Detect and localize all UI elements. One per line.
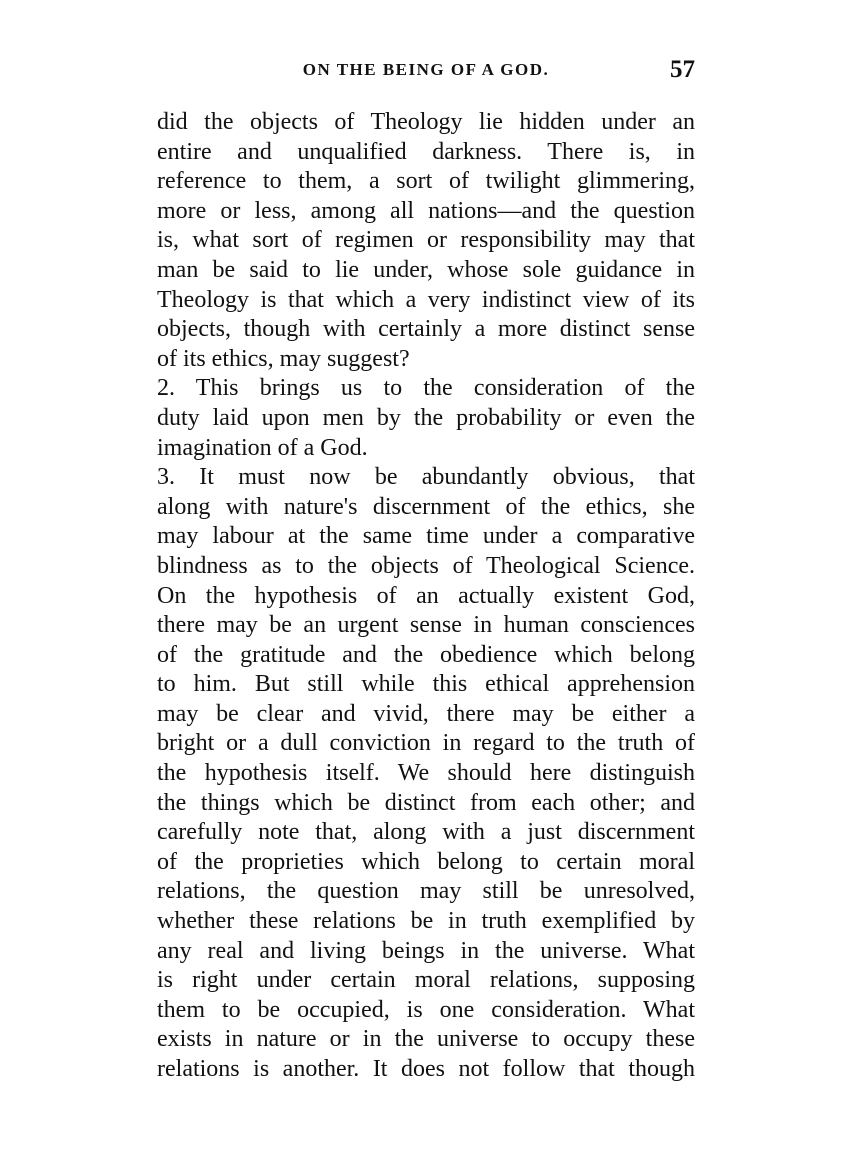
text-line: the hypothesis itself. We should here distinguish <box>157 760 695 787</box>
text-line: man be said to lie under, whose sole guidance in <box>157 256 695 283</box>
body-text <box>157 108 695 1085</box>
text-line: carefully note that, along with a just discernment <box>157 819 695 846</box>
text-line: relations, the question may still be unresolved, <box>157 878 695 905</box>
text-line: bright or a dull conviction in regard to the truth of <box>157 730 695 757</box>
text-line: more or less, among all nations—and the question <box>157 197 695 224</box>
text-line: relations is another. It does not follow that though <box>157 1056 695 1082</box>
text-line: of the proprieties which belong to certain moral <box>157 848 695 875</box>
text-line: may labour at the same time under a comparative <box>157 523 695 550</box>
text-line: there may be an urgent sense in human consciences <box>157 612 695 639</box>
text-line: entire and unqualified darkness. There is, in <box>157 138 695 165</box>
text-line: is, what sort of regimen or responsibility may that <box>157 227 695 254</box>
text-line: duty laid upon men by the probability or even the <box>157 404 695 431</box>
text-line: objects, though with certainly a more distinct sense <box>157 316 695 343</box>
text-line: along with nature's discernment of the ethics, she <box>157 493 695 520</box>
text-line: did the objects of Theology lie hidden under an <box>157 109 695 135</box>
text-line: is right under certain moral relations, supposing <box>157 967 695 994</box>
running-head <box>157 58 695 92</box>
running-title: ON THE BEING OF A GOD. <box>302 60 550 79</box>
text-line: whether these relations be in truth exemplified by <box>157 908 695 935</box>
text-line: Theology is that which a very indistinct view of its <box>157 286 695 313</box>
text-line: them to be occupied, is one consideration. What <box>157 996 695 1023</box>
text-line: may be clear and vivid, there may be either a <box>157 700 695 727</box>
text-line: exists in nature or in the universe to occupy these <box>157 1026 695 1053</box>
text-line: On the hypothesis of an actually existent God, <box>157 582 695 609</box>
text-line: 2. This brings us to the consideration of the <box>157 375 695 402</box>
page-number: 57 <box>670 56 695 83</box>
text-line: to him. But still while this ethical apprehension <box>157 671 695 698</box>
text-line: blindness as to the objects of Theological Science. <box>157 552 695 579</box>
text-line: any real and living beings in the universe. What <box>157 937 695 964</box>
text-line: 3. It must now be abundantly obvious, that <box>157 464 695 491</box>
text-line: reference to them, a sort of twilight glimmering, <box>157 168 695 195</box>
text-line: the things which be distinct from each other; and <box>157 789 695 816</box>
paragraph-end-line: of its ethics, may suggest? <box>157 345 410 372</box>
text-line: of the gratitude and the obedience which belong <box>157 641 695 668</box>
paragraph-end-line: imagination of a God. <box>157 434 368 461</box>
